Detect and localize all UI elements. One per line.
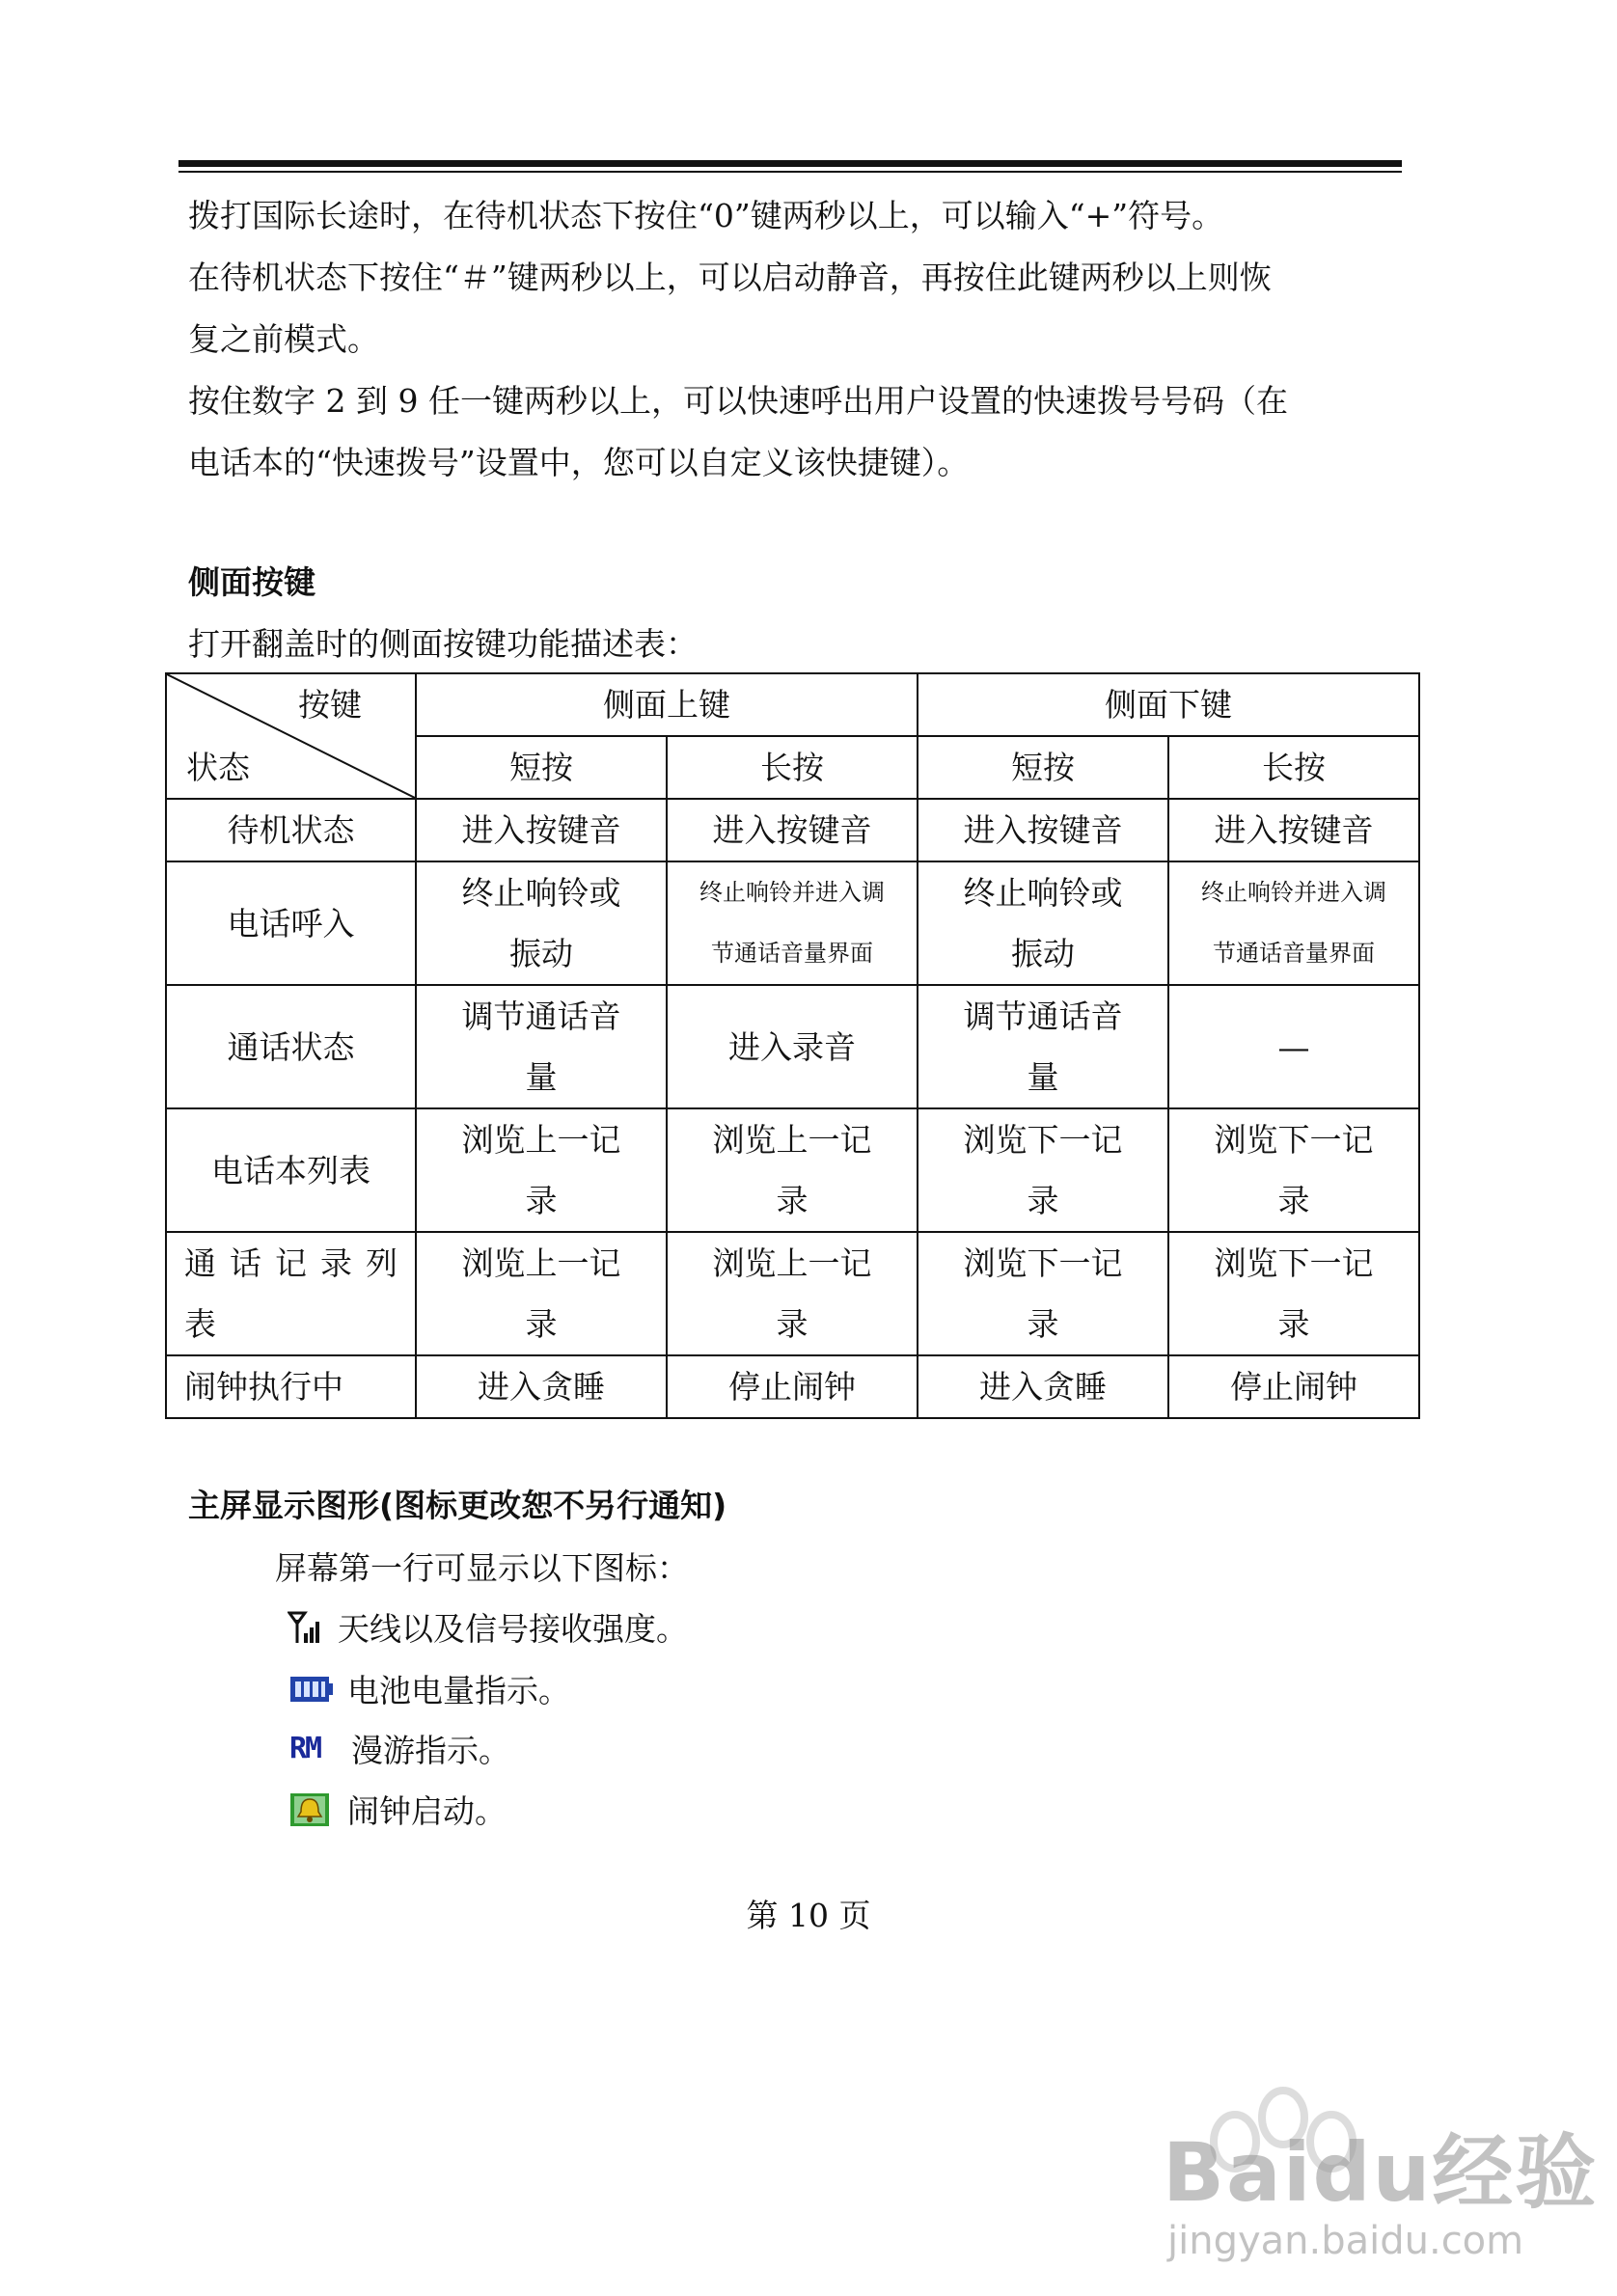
paragraph-speed-dial-line2: 电话本的“快速拨号”设置中，您可以自定义该快捷键）。: [188, 444, 970, 481]
header-down-short: 短按: [918, 736, 1168, 799]
corner-label-state: 状态: [186, 749, 250, 786]
signal-icon: [288, 1610, 324, 1645]
row-state: 闹钟执行中: [166, 1355, 416, 1418]
cell-line: 录: [776, 1305, 808, 1343]
cell: 进入按键音: [667, 799, 918, 861]
row-state: 电话呼入: [166, 861, 416, 985]
side-keys-intro: 打开翻盖时的侧面按键功能描述表：: [188, 625, 698, 663]
status-icons-intro: 屏幕第一行可显示以下图标：: [275, 1549, 689, 1587]
icon-label: 漫游指示。: [351, 1732, 510, 1769]
cell-line: 浏览上一记: [712, 1244, 872, 1282]
icon-label: 天线以及信号接收强度。: [338, 1610, 688, 1648]
spread-char: 记: [275, 1244, 307, 1282]
corner-label-keys: 按键: [298, 686, 362, 724]
side-keys-table: [165, 672, 1420, 1419]
cell: [918, 861, 1168, 985]
header-side-down-key: 侧面下键: [918, 673, 1419, 736]
cell-line: 录: [1027, 1182, 1059, 1219]
row-state: 通话状态: [166, 985, 416, 1108]
header-up-short: 短按: [416, 736, 667, 799]
cell-line: [167, 1233, 415, 1294]
cell-line: 终止响铃或: [461, 874, 621, 912]
cell-line: 振动: [1011, 935, 1075, 972]
paragraph-intl-call: 拨打国际长途时，在待机状态下按住“0”键两秒以上，可以输入“+”符号。: [188, 197, 1224, 234]
cell-line: 量: [525, 1058, 558, 1096]
roaming-icon: RM: [289, 1731, 321, 1765]
cell-line: 录: [1277, 1305, 1310, 1343]
cell: [667, 1108, 918, 1232]
cell-line: 节通话音量界面: [711, 940, 873, 967]
cell: 进入录音: [667, 985, 918, 1108]
watermark-brand: Baidu经验: [1163, 2125, 1599, 2220]
cell: 进入贪睡: [416, 1355, 667, 1418]
cell-line: 振动: [509, 935, 573, 972]
cell-line: 浏览下一记: [1214, 1244, 1374, 1282]
section-heading-status-icons: 主屏显示图形(图标更改恕不另行通知): [188, 1487, 727, 1524]
cell-line: 浏览上一记: [461, 1244, 621, 1282]
cell-line: 终止响铃并进入调: [1201, 879, 1386, 906]
spread-char: 话: [230, 1244, 261, 1282]
cell-line: 浏览下一记: [963, 1121, 1123, 1159]
row-state: 电话本列表: [166, 1108, 416, 1232]
paragraph-mute-line1: 在待机状态下按住“＃”键两秒以上，可以启动静音，再按住此键两秒以上则恢: [188, 259, 1272, 296]
cell-line: 录: [1027, 1305, 1059, 1343]
table-row: [166, 1232, 1419, 1355]
cell-line: 终止响铃并进入调: [699, 879, 885, 906]
cell: [667, 861, 918, 985]
row-state: [166, 1232, 416, 1355]
cell: 进入按键音: [918, 799, 1168, 861]
cell: 进入按键音: [1168, 799, 1419, 861]
cell-line: 录: [525, 1305, 558, 1343]
cell: [416, 861, 667, 985]
table-row: [166, 799, 1419, 861]
spread-char: 列: [366, 1244, 397, 1282]
cell-line: 录: [1277, 1182, 1310, 1219]
table-row: [166, 1355, 1419, 1418]
cell: [1168, 1232, 1419, 1355]
cell-line: 终止响铃或: [963, 874, 1123, 912]
table-row: [166, 985, 1419, 1108]
cell: 进入贪睡: [918, 1355, 1168, 1418]
cell-line: 浏览上一记: [712, 1121, 872, 1159]
cell: [416, 985, 667, 1108]
cell: 进入按键音: [416, 799, 667, 861]
cell-line: 调节通话音: [461, 998, 621, 1035]
cell: 停止闹钟: [667, 1355, 918, 1418]
cell-line: 浏览下一记: [963, 1244, 1123, 1282]
header-rule-thick: [178, 160, 1402, 167]
cell: [1168, 861, 1419, 985]
watermark-url: jingyan.baidu.com: [1167, 2219, 1524, 2263]
cell: [918, 1232, 1168, 1355]
cell: [416, 1232, 667, 1355]
paragraph-speed-dial-line1: 按住数字 2 到 9 任一键两秒以上，可以快速呼出用户设置的快速拨号号码（在: [188, 382, 1288, 420]
cell-line: 调节通话音: [963, 998, 1123, 1035]
cell: [667, 1232, 918, 1355]
header-down-long: 长按: [1168, 736, 1419, 799]
cell: [416, 1108, 667, 1232]
cell: [918, 1108, 1168, 1232]
table-row: [166, 1108, 1419, 1232]
cell-line: 表: [184, 1305, 216, 1343]
header-up-long: 长按: [667, 736, 918, 799]
icon-label: 电池电量指示。: [347, 1672, 570, 1709]
icon-row-battery: [289, 1666, 570, 1711]
cell-line: 浏览下一记: [1214, 1121, 1374, 1159]
icon-row-alarm: [289, 1787, 507, 1832]
cell-line: 量: [1027, 1058, 1059, 1096]
cell-line: 浏览上一记: [461, 1121, 621, 1159]
table-row: [166, 861, 1419, 985]
header-side-up-key: 侧面上键: [416, 673, 918, 736]
cell: [1168, 1108, 1419, 1232]
cell-line: 节通话音量界面: [1213, 940, 1375, 967]
cell-line: 录: [776, 1182, 808, 1219]
cell-line: 录: [525, 1182, 558, 1219]
icon-row-roaming: [289, 1726, 510, 1771]
spread-char: 通: [184, 1244, 216, 1282]
section-heading-side-keys: 侧面按键: [188, 563, 315, 601]
paragraph-mute-line2: 复之前模式。: [188, 320, 379, 358]
battery-icon: [289, 1672, 334, 1707]
icon-label: 闹钟启动。: [347, 1792, 507, 1830]
icon-row-signal: [288, 1604, 688, 1650]
header-rule-thin: [178, 171, 1402, 173]
table-corner-cell: [166, 673, 416, 799]
alarm-bell-icon: [289, 1792, 334, 1827]
page-number: 第 10 页: [746, 1897, 871, 1934]
cell: —: [1168, 985, 1419, 1108]
row-state: 待机状态: [166, 799, 416, 861]
spread-char: 录: [320, 1244, 352, 1282]
cell: [918, 985, 1168, 1108]
cell: 停止闹钟: [1168, 1355, 1419, 1418]
